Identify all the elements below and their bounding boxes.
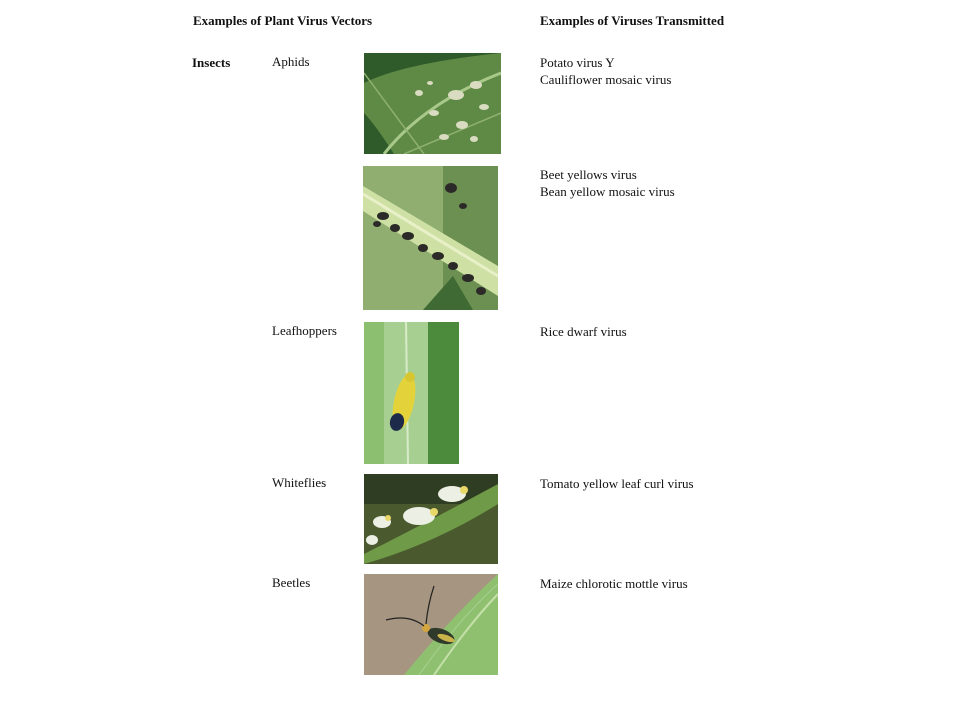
virus-name: Bean yellow mosaic virus xyxy=(540,184,675,199)
group-label-insects: Insects xyxy=(192,55,231,70)
virus-list-aphids-2 xyxy=(540,166,675,200)
whiteflies-on-stem-photo xyxy=(364,474,498,564)
virus-name: Beet yellows virus xyxy=(540,167,637,182)
aphids-on-leaf-photo xyxy=(364,53,501,154)
beetle-on-leaf-photo xyxy=(364,574,498,675)
virus-name: Tomato yellow leaf curl virus xyxy=(540,476,694,491)
vector-label-whiteflies: Whiteflies xyxy=(272,475,327,490)
virus-list-whiteflies xyxy=(540,475,694,492)
leafhopper-on-grass-photo xyxy=(364,322,459,464)
vector-label-leafhoppers: Leafhoppers xyxy=(272,323,337,338)
vector-label-beetles: Beetles xyxy=(272,575,311,590)
virus-name: Rice dwarf virus xyxy=(540,324,627,339)
vectors-column-header: Examples of Plant Virus Vectors xyxy=(193,13,373,28)
virus-list-beetles xyxy=(540,575,688,592)
virus-name: Cauliflower mosaic virus xyxy=(540,72,672,87)
vector-label-aphids: Aphids xyxy=(272,54,310,69)
virus-list-leafhoppers xyxy=(540,323,627,340)
virus-list-aphids xyxy=(540,54,671,88)
virus-name: Maize chlorotic mottle virus xyxy=(540,576,688,591)
virus-name: Potato virus Y xyxy=(540,55,615,70)
viruses-column-header: Examples of Viruses Transmitted xyxy=(540,13,725,28)
aphids-on-stem-photo xyxy=(363,166,498,310)
